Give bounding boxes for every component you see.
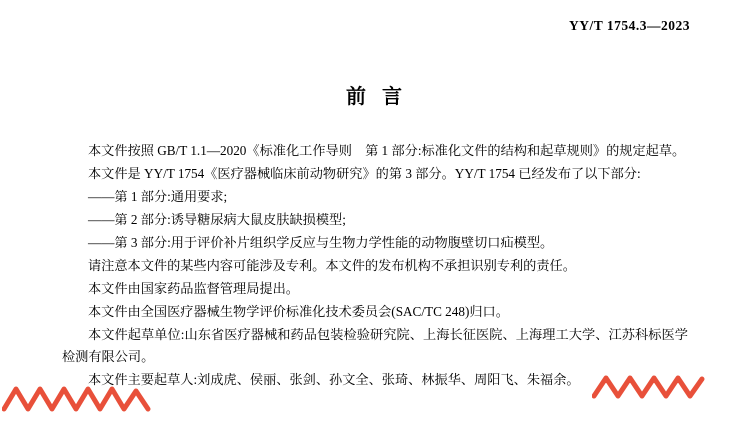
paragraph: 本文件由国家药品监督管理局提出。 — [88, 281, 299, 296]
paragraph: 本文件由全国医疗器械生物学评价标准化技术委员会(SAC/TC 248)归口。 — [88, 304, 509, 319]
paragraph: ——第 2 部分:诱导糖尿病大鼠皮肤缺损模型; — [88, 212, 346, 227]
paragraph: 本文件是 YY/T 1754《医疗器械临床前动物研究》的第 3 部分。YY/T 1754 已经发布了以下部分: — [88, 166, 641, 181]
paragraph: 请注意本文件的某些内容可能涉及专利。本文件的发布机构不承担识别专利的责任。 — [88, 258, 576, 273]
paragraph: ——第 3 部分:用于评价补片组织学反应与生物力学性能的动物腹壁切口疝模型。 — [88, 235, 554, 250]
standard-number-header: YY/T 1754.3—2023 — [568, 18, 690, 33]
paragraph: 本文件主要起草人:刘成虎、侯丽、张剑、孙文全、张琦、林振华、周阳飞、朱福余。 — [88, 371, 580, 387]
paragraph: ——第 1 部分:通用要求; — [88, 189, 228, 204]
paragraph: 本文件按照 GB/T 1.1—2020《标准化工作导则 第 1 部分:标准化文件的结构和起草规则》的规定起草。 — [88, 143, 686, 158]
paragraph: 本文件起草单位:山东省医疗器械和药品包装检验研究院、上海长征医院、上海理工大学、江苏科标医学检测有限公司。 — [62, 327, 688, 364]
page-title: 前言 — [346, 86, 418, 108]
foreword-body — [62, 140, 688, 392]
